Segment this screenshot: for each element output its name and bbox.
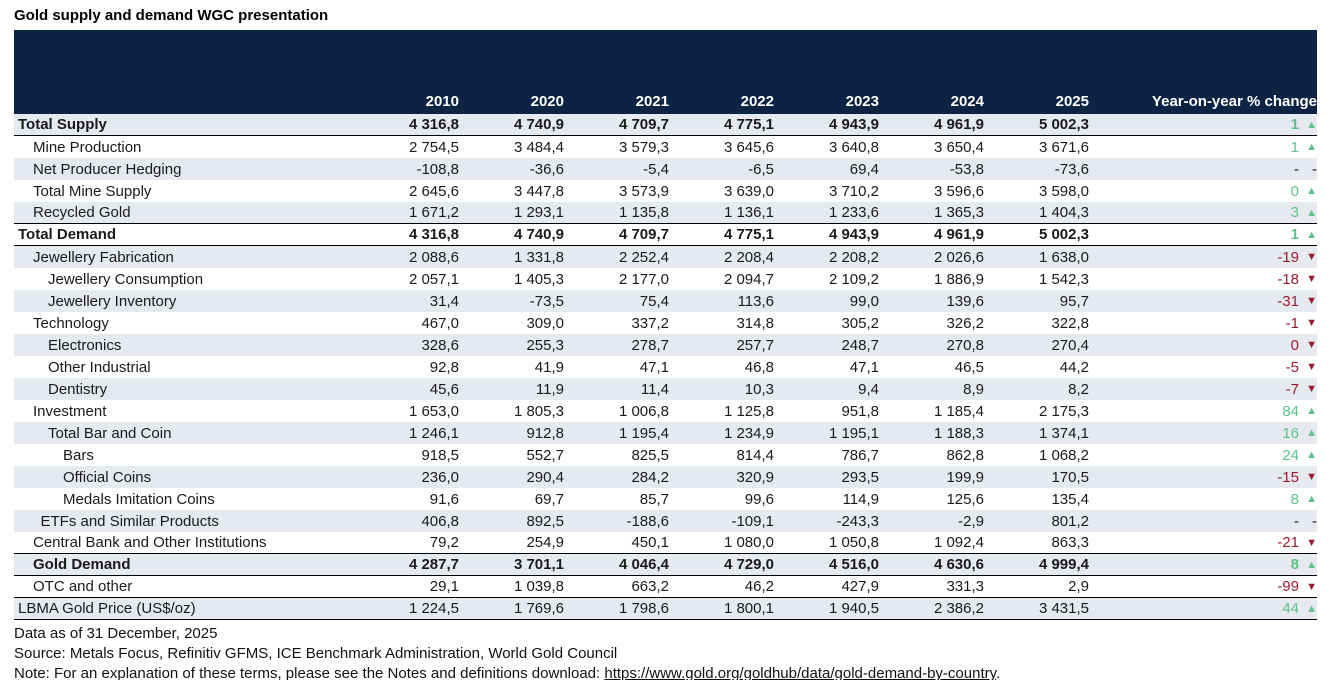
value-cell: 3 573,9 bbox=[618, 182, 669, 200]
value-cell: 270,4 bbox=[1051, 336, 1089, 354]
value-cell: 2 109,2 bbox=[828, 270, 879, 288]
value-cell: 863,3 bbox=[1051, 534, 1089, 551]
table-row bbox=[14, 114, 1317, 136]
value-cell: -73,6 bbox=[1054, 160, 1089, 178]
change-cell bbox=[1089, 293, 1317, 310]
value-cell: 1 188,3 bbox=[933, 424, 984, 442]
change-cell bbox=[1089, 204, 1317, 221]
row-label: LBMA Gold Price (US$/oz) bbox=[18, 600, 196, 617]
trend-down-icon: ▼ bbox=[1306, 339, 1317, 351]
value-cell: 31,4 bbox=[429, 292, 459, 310]
column-header-year: 2025 bbox=[1055, 93, 1089, 110]
value-cell: 2,9 bbox=[1068, 578, 1089, 595]
value-cell: 4 740,9 bbox=[513, 116, 564, 133]
value-cell: -109,1 bbox=[731, 512, 774, 530]
value-cell: -2,9 bbox=[958, 512, 984, 530]
row-label: Technology bbox=[33, 314, 109, 332]
value-cell: 85,7 bbox=[639, 490, 669, 508]
row-label: Jewellery Inventory bbox=[48, 292, 177, 310]
value-cell: 8,9 bbox=[963, 380, 984, 398]
value-cell: 1 805,3 bbox=[513, 402, 564, 420]
change-cell bbox=[1089, 425, 1317, 442]
value-cell: 3 596,6 bbox=[933, 182, 984, 200]
row-label: Other Industrial bbox=[48, 358, 151, 376]
value-cell: -243,3 bbox=[836, 512, 879, 530]
value-cell: 1 542,3 bbox=[1038, 270, 1089, 288]
row-label: Gold Demand bbox=[33, 556, 131, 573]
table-row bbox=[14, 334, 1317, 356]
no-change-icon: - bbox=[1312, 160, 1317, 178]
value-cell: 4 729,0 bbox=[723, 556, 774, 573]
value-cell: 4 709,7 bbox=[618, 116, 669, 133]
trend-up-icon: ▲ bbox=[1306, 493, 1317, 505]
value-cell: 3 640,8 bbox=[828, 138, 879, 156]
value-cell: 1 068,2 bbox=[1038, 446, 1089, 464]
value-cell: 4 943,9 bbox=[828, 226, 879, 243]
table-footer bbox=[14, 624, 1331, 680]
value-cell: 46,8 bbox=[744, 358, 774, 376]
value-cell: 125,6 bbox=[946, 490, 984, 508]
table-row bbox=[14, 510, 1317, 532]
change-value: 1 bbox=[1290, 226, 1299, 243]
change-cell bbox=[1089, 337, 1317, 354]
note-url[interactable]: https://www.gold.org/goldhub/data/gold-demand-by-country bbox=[604, 665, 996, 680]
row-label: Recycled Gold bbox=[33, 204, 131, 221]
trend-down-icon: ▼ bbox=[1306, 295, 1317, 307]
table-header-band bbox=[14, 30, 1317, 114]
value-cell: 1 940,5 bbox=[828, 600, 879, 617]
change-cell bbox=[1089, 139, 1317, 156]
value-cell: 3 579,3 bbox=[618, 138, 669, 156]
value-cell: 2 754,5 bbox=[408, 138, 459, 156]
value-cell: 3 645,6 bbox=[723, 138, 774, 156]
trend-down-icon: ▼ bbox=[1306, 251, 1317, 263]
value-cell: 293,5 bbox=[841, 468, 879, 486]
table-row bbox=[14, 312, 1317, 334]
footer-source: Source: Metals Focus, Refinitiv GFMS, ICE Benchmark Administration, World Gold Council bbox=[14, 645, 618, 662]
value-cell: 1 886,9 bbox=[933, 270, 984, 288]
table-row bbox=[14, 466, 1317, 488]
change-value: 1 bbox=[1290, 116, 1299, 133]
year-column-headers bbox=[354, 93, 1089, 110]
value-cell: 305,2 bbox=[841, 314, 879, 332]
value-cell: 3 598,0 bbox=[1038, 182, 1089, 200]
row-label: Total Supply bbox=[18, 116, 107, 133]
table-row bbox=[14, 422, 1317, 444]
value-cell: 1 092,4 bbox=[933, 534, 984, 551]
change-cell bbox=[1089, 116, 1317, 133]
value-cell: 4 287,7 bbox=[408, 556, 459, 573]
value-cell: 1 039,8 bbox=[513, 578, 564, 595]
change-cell bbox=[1089, 271, 1317, 288]
change-cell bbox=[1089, 359, 1317, 376]
value-cell: 814,4 bbox=[736, 446, 774, 464]
value-cell: 406,8 bbox=[421, 512, 459, 530]
table-row bbox=[14, 598, 1317, 620]
value-cell: 270,8 bbox=[946, 336, 984, 354]
change-value: -19 bbox=[1277, 248, 1299, 266]
value-cell: 3 710,2 bbox=[828, 182, 879, 200]
change-value: 0 bbox=[1290, 182, 1299, 200]
trend-down-icon: ▼ bbox=[1306, 273, 1317, 285]
value-cell: 1 224,5 bbox=[408, 600, 459, 617]
footer-data-as-of: Data as of 31 December, 2025 bbox=[14, 625, 218, 642]
value-cell: 248,7 bbox=[841, 336, 879, 354]
value-cell: 1 798,6 bbox=[618, 600, 669, 617]
value-cell: 4 775,1 bbox=[723, 116, 774, 133]
row-label: OTC and other bbox=[33, 578, 133, 595]
value-cell: 92,8 bbox=[429, 358, 459, 376]
column-header-year: 2010 bbox=[425, 93, 459, 110]
value-cell: 663,2 bbox=[631, 578, 669, 595]
value-cell: 2 208,2 bbox=[828, 248, 879, 266]
change-value: 44 bbox=[1282, 600, 1299, 617]
change-value: 1 bbox=[1290, 138, 1299, 156]
value-cell: -5,4 bbox=[643, 160, 669, 178]
value-cell: 3 701,1 bbox=[513, 556, 564, 573]
value-cell: 1 006,8 bbox=[618, 402, 669, 420]
value-cell: 1 638,0 bbox=[1038, 248, 1089, 266]
trend-down-icon: ▼ bbox=[1306, 471, 1317, 483]
change-cell bbox=[1089, 469, 1317, 486]
row-label: Bars bbox=[63, 446, 94, 464]
value-cell: 47,1 bbox=[639, 358, 669, 376]
trend-up-icon: ▲ bbox=[1306, 141, 1317, 153]
value-cell: 4 943,9 bbox=[828, 116, 879, 133]
value-cell: 4 709,7 bbox=[618, 226, 669, 243]
row-label: Official Coins bbox=[63, 468, 152, 486]
value-cell: 1 234,9 bbox=[723, 424, 774, 442]
change-value: -21 bbox=[1277, 534, 1299, 551]
row-label: ETFs and Similar Products bbox=[40, 512, 219, 530]
change-value: -99 bbox=[1277, 578, 1299, 595]
change-cell bbox=[1089, 600, 1317, 617]
value-cell: 2 252,4 bbox=[618, 248, 669, 266]
change-value: -31 bbox=[1277, 292, 1299, 310]
change-value: 8 bbox=[1290, 556, 1299, 573]
value-cell: 99,0 bbox=[849, 292, 879, 310]
value-cell: 1 769,6 bbox=[513, 600, 564, 617]
table-row bbox=[14, 180, 1317, 202]
value-cell: 113,6 bbox=[737, 292, 774, 310]
change-value: 0 bbox=[1290, 336, 1299, 354]
value-cell: 79,2 bbox=[429, 534, 459, 551]
value-cell: 1 653,0 bbox=[408, 402, 459, 420]
table-row bbox=[14, 444, 1317, 466]
value-cell: 11,4 bbox=[640, 380, 669, 398]
value-cell: 41,9 bbox=[534, 358, 564, 376]
value-cell: 5 002,3 bbox=[1038, 116, 1089, 133]
change-column-header: Year-on-year % change bbox=[1151, 93, 1317, 110]
value-cell: 91,6 bbox=[429, 490, 459, 508]
row-label: Mine Production bbox=[33, 138, 142, 156]
value-cell: 4 046,4 bbox=[618, 556, 669, 573]
change-value: 16 bbox=[1282, 424, 1299, 442]
trend-up-icon: ▲ bbox=[1306, 449, 1317, 461]
value-cell: 29,1 bbox=[429, 578, 459, 595]
value-cell: 3 671,6 bbox=[1038, 138, 1089, 156]
value-cell: 9,4 bbox=[858, 380, 879, 398]
value-cell: -108,8 bbox=[416, 160, 459, 178]
change-cell bbox=[1089, 161, 1317, 178]
value-cell: 2 026,6 bbox=[933, 248, 984, 266]
row-label: Medals Imitation Coins bbox=[63, 490, 215, 508]
value-cell: 328,6 bbox=[421, 336, 459, 354]
table-row bbox=[14, 224, 1317, 246]
value-cell: 3 650,4 bbox=[933, 138, 984, 156]
trend-up-icon: ▲ bbox=[1306, 427, 1317, 439]
table-body bbox=[14, 114, 1317, 620]
value-cell: 309,0 bbox=[526, 314, 564, 332]
value-cell: 254,9 bbox=[526, 534, 564, 551]
change-cell bbox=[1089, 447, 1317, 464]
row-label: Jewellery Fabrication bbox=[33, 248, 174, 266]
row-label: Dentistry bbox=[48, 380, 108, 398]
page-title: Gold supply and demand WGC presentation bbox=[14, 7, 329, 24]
value-cell: 786,7 bbox=[841, 446, 879, 464]
value-cell: 236,0 bbox=[421, 468, 459, 486]
value-cell: 862,8 bbox=[946, 446, 984, 464]
value-cell: -36,6 bbox=[529, 160, 564, 178]
change-cell bbox=[1089, 534, 1317, 551]
value-cell: 45,6 bbox=[429, 380, 459, 398]
value-cell: 1 293,1 bbox=[513, 204, 564, 221]
row-label: Total Bar and Coin bbox=[48, 424, 172, 442]
column-header-year: 2024 bbox=[950, 93, 984, 110]
value-cell: 1 080,0 bbox=[723, 534, 774, 551]
table-row bbox=[14, 356, 1317, 378]
value-cell: 1 125,8 bbox=[723, 402, 774, 420]
value-cell: 552,7 bbox=[526, 446, 564, 464]
value-cell: 2 645,6 bbox=[408, 182, 459, 200]
row-label: Central Bank and Other Institutions bbox=[33, 534, 267, 551]
change-value: -5 bbox=[1285, 358, 1299, 376]
value-cell: 450,1 bbox=[631, 534, 669, 551]
trend-down-icon: ▼ bbox=[1306, 536, 1317, 549]
value-cell: 4 961,9 bbox=[933, 116, 984, 133]
value-cell: 99,6 bbox=[744, 490, 774, 508]
value-cell: 1 135,8 bbox=[618, 204, 669, 221]
value-cell: 1 374,1 bbox=[1038, 424, 1089, 442]
value-cell: 427,9 bbox=[841, 578, 879, 595]
value-cell: 46,5 bbox=[954, 358, 984, 376]
trend-down-icon: ▼ bbox=[1306, 317, 1317, 329]
value-cell: 825,5 bbox=[631, 446, 669, 464]
value-cell: 255,3 bbox=[526, 336, 564, 354]
value-cell: 1 246,1 bbox=[408, 424, 459, 442]
column-header-year: 2021 bbox=[635, 93, 669, 110]
value-cell: 4 516,0 bbox=[828, 556, 879, 573]
value-cell: 2 386,2 bbox=[933, 600, 984, 617]
value-cell: 3 447,8 bbox=[513, 182, 564, 200]
value-cell: 2 057,1 bbox=[408, 270, 459, 288]
trend-up-icon: ▲ bbox=[1306, 405, 1317, 417]
trend-down-icon: ▼ bbox=[1306, 361, 1317, 373]
row-label: Investment bbox=[33, 402, 107, 420]
change-cell bbox=[1089, 403, 1317, 420]
value-cell: 47,1 bbox=[849, 358, 879, 376]
value-cell: 4 740,9 bbox=[513, 226, 564, 243]
value-cell: 11,9 bbox=[535, 380, 564, 398]
value-cell: 4 630,6 bbox=[933, 556, 984, 573]
table-header-row bbox=[14, 93, 1317, 114]
value-cell: 314,8 bbox=[736, 314, 774, 332]
value-cell: 1 050,8 bbox=[828, 534, 879, 551]
value-cell: 801,2 bbox=[1051, 512, 1089, 530]
column-header-year: 2020 bbox=[530, 93, 564, 110]
value-cell: 467,0 bbox=[421, 314, 459, 332]
row-label: Total Mine Supply bbox=[33, 182, 152, 200]
value-cell: 918,5 bbox=[421, 446, 459, 464]
change-value: - bbox=[1294, 160, 1299, 178]
value-cell: 44,2 bbox=[1059, 358, 1089, 376]
value-cell: 257,7 bbox=[736, 336, 774, 354]
table-row bbox=[14, 246, 1317, 268]
change-cell bbox=[1089, 183, 1317, 200]
table-row bbox=[14, 532, 1317, 554]
table-row bbox=[14, 136, 1317, 158]
value-cell: 1 800,1 bbox=[723, 600, 774, 617]
value-cell: 1 195,1 bbox=[828, 424, 879, 442]
value-cell: 199,9 bbox=[946, 468, 984, 486]
footer-note bbox=[14, 664, 1331, 680]
value-cell: 284,2 bbox=[631, 468, 669, 486]
change-value: -15 bbox=[1277, 468, 1299, 486]
change-value: -7 bbox=[1285, 380, 1299, 398]
value-cell: 1 405,3 bbox=[513, 270, 564, 288]
value-cell: 8,2 bbox=[1068, 380, 1089, 398]
value-cell: 1 185,4 bbox=[933, 402, 984, 420]
change-cell bbox=[1089, 556, 1317, 573]
value-cell: 5 002,3 bbox=[1038, 226, 1089, 243]
trend-up-icon: ▲ bbox=[1306, 558, 1317, 571]
change-cell bbox=[1089, 226, 1317, 243]
row-label: Net Producer Hedging bbox=[33, 160, 182, 178]
value-cell: 4 775,1 bbox=[723, 226, 774, 243]
change-value: - bbox=[1294, 512, 1299, 530]
table-row bbox=[14, 576, 1317, 598]
table-row bbox=[14, 268, 1317, 290]
no-change-icon: - bbox=[1312, 512, 1317, 530]
value-cell: 3 431,5 bbox=[1038, 600, 1089, 617]
value-cell: 290,4 bbox=[526, 468, 564, 486]
value-cell: 4 316,8 bbox=[408, 116, 459, 133]
trend-up-icon: ▲ bbox=[1306, 228, 1317, 241]
value-cell: -6,5 bbox=[748, 160, 774, 178]
table-row bbox=[14, 378, 1317, 400]
value-cell: 3 639,0 bbox=[723, 182, 774, 200]
value-cell: 322,8 bbox=[1051, 314, 1089, 332]
value-cell: 1 331,8 bbox=[513, 248, 564, 266]
trend-up-icon: ▲ bbox=[1306, 185, 1317, 197]
row-label: Jewellery Consumption bbox=[48, 270, 204, 288]
change-value: 24 bbox=[1282, 446, 1299, 464]
trend-up-icon: ▲ bbox=[1306, 118, 1317, 131]
value-cell: 892,5 bbox=[526, 512, 564, 530]
value-cell: 95,7 bbox=[1059, 292, 1089, 310]
value-cell: 1 233,6 bbox=[828, 204, 879, 221]
column-header-year: 2023 bbox=[845, 93, 879, 110]
value-cell: 1 404,3 bbox=[1038, 204, 1089, 221]
change-cell bbox=[1089, 315, 1317, 332]
footer-note-period: . bbox=[996, 665, 1001, 680]
value-cell: 1 136,1 bbox=[723, 204, 774, 221]
value-cell: 278,7 bbox=[631, 336, 669, 354]
trend-up-icon: ▲ bbox=[1306, 602, 1317, 615]
value-cell: 4 316,8 bbox=[408, 226, 459, 243]
value-cell: 320,9 bbox=[736, 468, 774, 486]
change-value: 8 bbox=[1290, 490, 1299, 508]
footer-note-text: Note: For an explanation of these terms, please see the Notes and definitions download: bbox=[14, 665, 605, 680]
trend-up-icon: ▲ bbox=[1306, 206, 1317, 219]
value-cell: 69,4 bbox=[849, 160, 879, 178]
value-cell: 139,6 bbox=[946, 292, 984, 310]
change-value: -1 bbox=[1285, 314, 1299, 332]
change-cell bbox=[1089, 249, 1317, 266]
table-row bbox=[14, 290, 1317, 312]
table-row bbox=[14, 554, 1317, 576]
value-cell: 2 088,6 bbox=[408, 248, 459, 266]
change-cell bbox=[1089, 381, 1317, 398]
value-cell: 10,3 bbox=[744, 380, 774, 398]
row-label: Electronics bbox=[48, 336, 122, 354]
table-row bbox=[14, 158, 1317, 180]
value-cell: 135,4 bbox=[1051, 490, 1089, 508]
gold-supply-demand-table bbox=[14, 30, 1317, 620]
table-row bbox=[14, 400, 1317, 422]
value-cell: 4 961,9 bbox=[933, 226, 984, 243]
value-cell: 2 094,7 bbox=[723, 270, 774, 288]
value-cell: -188,6 bbox=[626, 512, 669, 530]
value-cell: 3 484,4 bbox=[513, 138, 564, 156]
row-label: Total Demand bbox=[18, 226, 117, 243]
value-cell: 912,8 bbox=[526, 424, 564, 442]
value-cell: -53,8 bbox=[949, 160, 984, 178]
value-cell: 46,2 bbox=[744, 578, 774, 595]
change-cell bbox=[1089, 513, 1317, 530]
value-cell: 326,2 bbox=[946, 314, 984, 332]
value-cell: 1 195,4 bbox=[618, 424, 669, 442]
column-header-year: 2022 bbox=[740, 93, 774, 110]
trend-down-icon: ▼ bbox=[1306, 580, 1317, 593]
change-value: 3 bbox=[1290, 204, 1299, 221]
value-cell: 2 177,0 bbox=[618, 270, 669, 288]
change-value: 84 bbox=[1282, 402, 1299, 420]
value-cell: 951,8 bbox=[841, 402, 879, 420]
value-cell: 2 208,4 bbox=[723, 248, 774, 266]
change-cell bbox=[1089, 578, 1317, 595]
value-cell: 337,2 bbox=[631, 314, 669, 332]
change-cell bbox=[1089, 491, 1317, 508]
value-cell: 2 175,3 bbox=[1038, 402, 1089, 420]
value-cell: -73,5 bbox=[529, 292, 564, 310]
value-cell: 4 999,4 bbox=[1038, 556, 1089, 573]
table-row bbox=[14, 202, 1317, 224]
value-cell: 75,4 bbox=[639, 292, 669, 310]
value-cell: 1 671,2 bbox=[408, 204, 459, 221]
value-cell: 170,5 bbox=[1051, 468, 1089, 486]
trend-down-icon: ▼ bbox=[1306, 383, 1317, 395]
table-row bbox=[14, 488, 1317, 510]
value-cell: 331,3 bbox=[946, 578, 984, 595]
value-cell: 69,7 bbox=[534, 490, 564, 508]
value-cell: 1 365,3 bbox=[933, 204, 984, 221]
value-cell: 114,9 bbox=[842, 490, 879, 508]
change-value: -18 bbox=[1277, 270, 1299, 288]
